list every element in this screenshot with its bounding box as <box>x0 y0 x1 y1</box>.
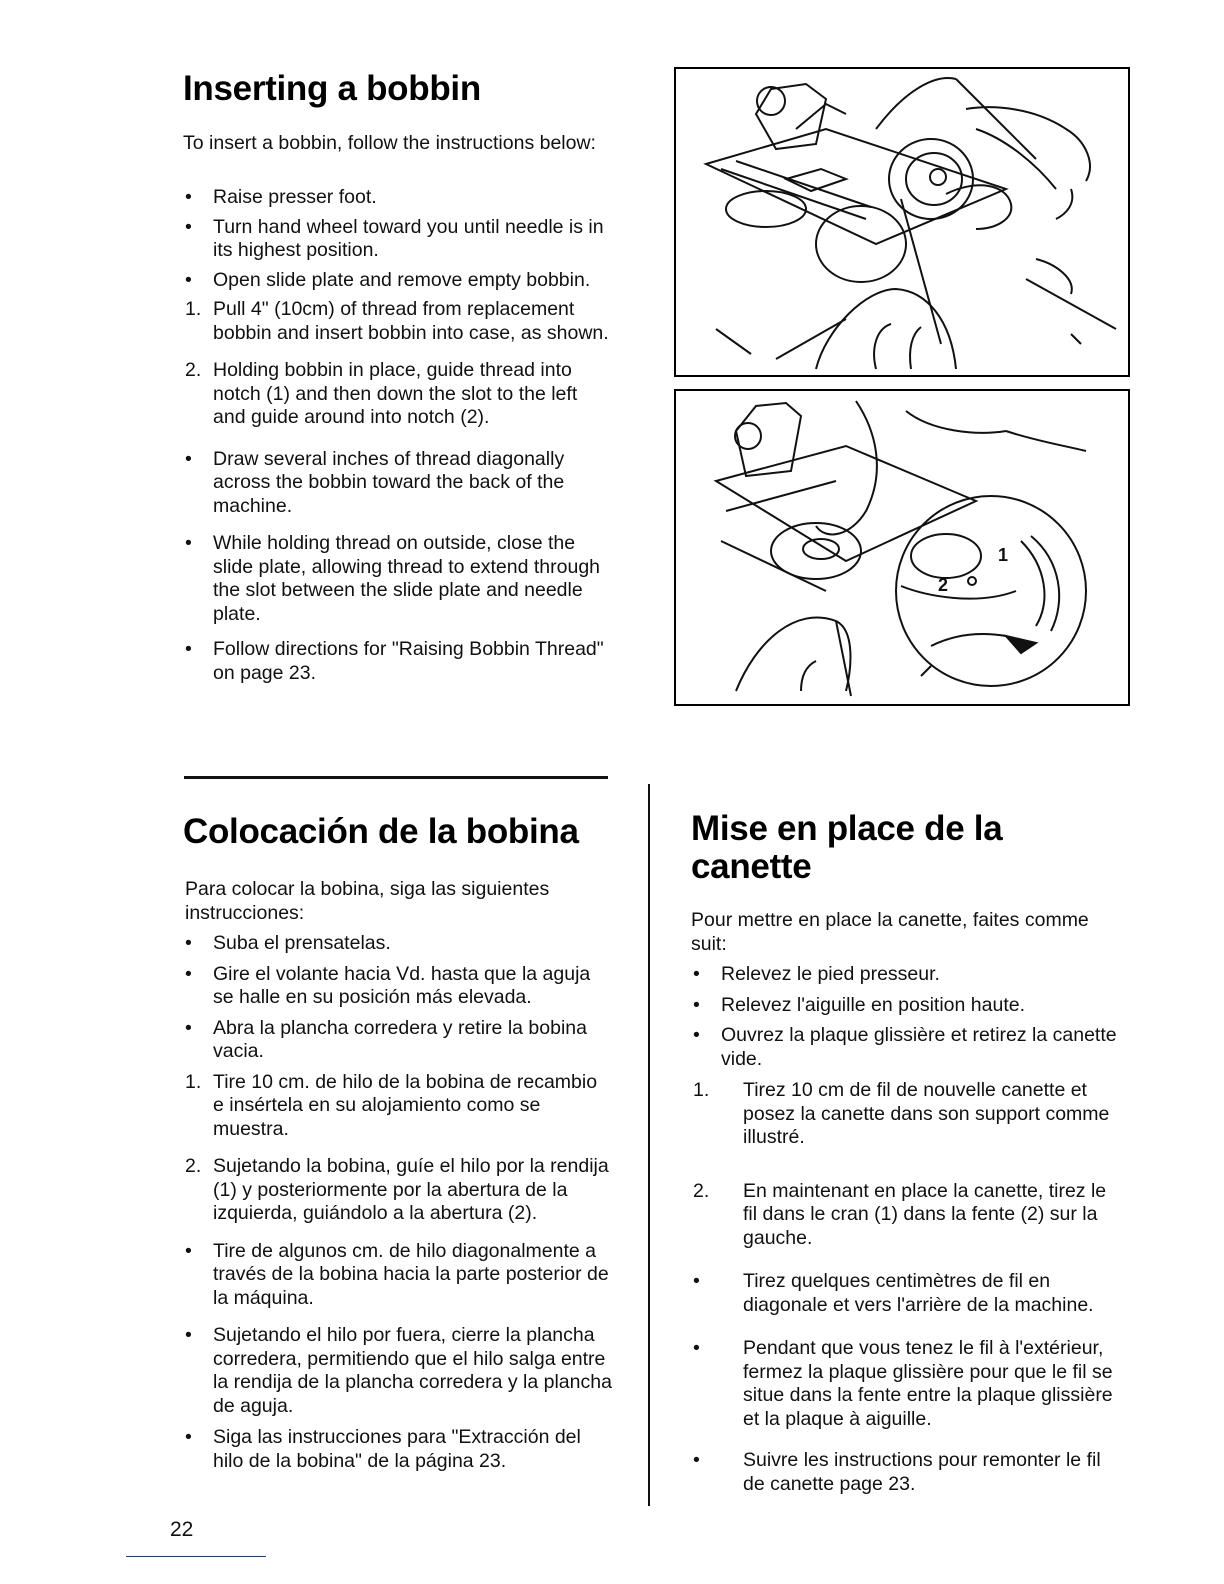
english-intro: To insert a bobbin, follow the instructions below: <box>183 132 596 154</box>
spanish-title: Colocación de la bobina <box>183 812 579 851</box>
footer-underline <box>126 1556 266 1557</box>
list-item: 1. Pull 4" (10cm) of thread from replacement bobbin and insert bobbin into case, as shown. <box>185 298 609 344</box>
list-item: • Abra la plancha corredera y retire la bobina vacia. <box>185 1016 587 1062</box>
list-item: • While holding thread on outside, close the slide plate, allowing thread to extend through the slot between the slide plate and needle plate. <box>185 532 601 625</box>
list-item: • Pendant que vous tenez le fil à l'extérieur, fermez la plaque glissière pour que le fil se situe dans la fente entre la plaque glissière et la plaque à aiguille. <box>693 1337 1113 1430</box>
list-item: • Raise presser foot. <box>185 186 377 208</box>
list-item: • Tire de algunos cm. de hilo diagonalmente a través de la bobina hacia la parte posterior de la máquina. <box>185 1239 609 1309</box>
french-steps <box>693 963 1117 1496</box>
spanish-steps <box>185 932 612 1473</box>
spanish-intro: Para colocar la bobina, siga las siguientes instrucciones: <box>185 878 550 924</box>
list-item: 2. Holding bobbin in place, guide thread into notch (1) and then down the slot to the left and guide around into notch (2). <box>185 359 578 428</box>
list-item: • Suba el prensatelas. <box>185 932 391 954</box>
notch-label-2: 2 <box>938 575 949 595</box>
list-item: • Sujetando el hilo por fuera, cierre la plancha corredera, permitiendo que el hilo salga entre la rendija de la plancha corredera y la plancha de aguja. <box>185 1324 612 1417</box>
bobbin-insertion-illustration <box>674 67 1130 377</box>
list-item: • Turn hand wheel toward you until needle is in its highest position. <box>185 215 604 261</box>
list-item: • Relevez l'aiguille en position haute. <box>693 993 1026 1016</box>
list-item: 2. En maintenant en place la canette, tirez le fil dans le cran (1) dans la fente (2) sur la gauche. <box>693 1179 1107 1249</box>
column-divider-vertical <box>648 784 650 1506</box>
page-number: 22 <box>170 1518 194 1541</box>
notch-label-1: 1 <box>998 545 1009 565</box>
list-item: • Gire el volante hacia Vd. hasta que la aguja se halle en su posición más elevada. <box>185 962 591 1008</box>
list-item: • Tirez quelques centimètres de fil en diagonale et vers l'arrière de la machine. <box>693 1270 1094 1316</box>
section-divider-horizontal <box>184 776 608 779</box>
list-item: • Suivre les instructions pour remonter le fil de canette page 23. <box>693 1449 1101 1495</box>
list-item: 1. Tire 10 cm. de hilo de la bobina de recambio e insértela en su alojamiento como se muestra. <box>185 1070 598 1140</box>
thread-guiding-illustration <box>674 389 1130 706</box>
english-title: Inserting a bobbin <box>183 69 481 108</box>
list-item: • Ouvrez la plaque glissière et retirez la canette vide. <box>693 1024 1117 1070</box>
list-item: • Open slide plate and remove empty bobbin. <box>185 268 591 291</box>
list-item: • Draw several inches of thread diagonally across the bobbin toward the back of the machine. <box>185 447 565 517</box>
list-item: • Relevez le pied presseur. <box>693 963 940 985</box>
list-item: • Siga las instrucciones para "Extracción del hilo de la bobina" de la página 23. <box>185 1426 581 1472</box>
thread-guiding-drawing <box>676 391 1128 704</box>
list-item: • Follow directions for "Raising Bobbin Thread" on page 23. <box>185 638 604 684</box>
list-item: 1. Tirez 10 cm de fil de nouvelle canette et posez la canette dans son support comme illustré. <box>693 1079 1110 1148</box>
french-intro: Pour mettre en place la canette, faites comme suit: <box>691 909 1089 955</box>
french-title: Mise en place de la canette <box>691 809 1003 886</box>
list-item: 2. Sujetando la bobina, guíe el hilo por la rendija (1) y posteriormente por la abertura de la izquierda, guiándolo a la abertura (2). <box>185 1155 609 1224</box>
bobbin-insertion-drawing <box>676 69 1128 375</box>
english-steps <box>185 186 610 685</box>
